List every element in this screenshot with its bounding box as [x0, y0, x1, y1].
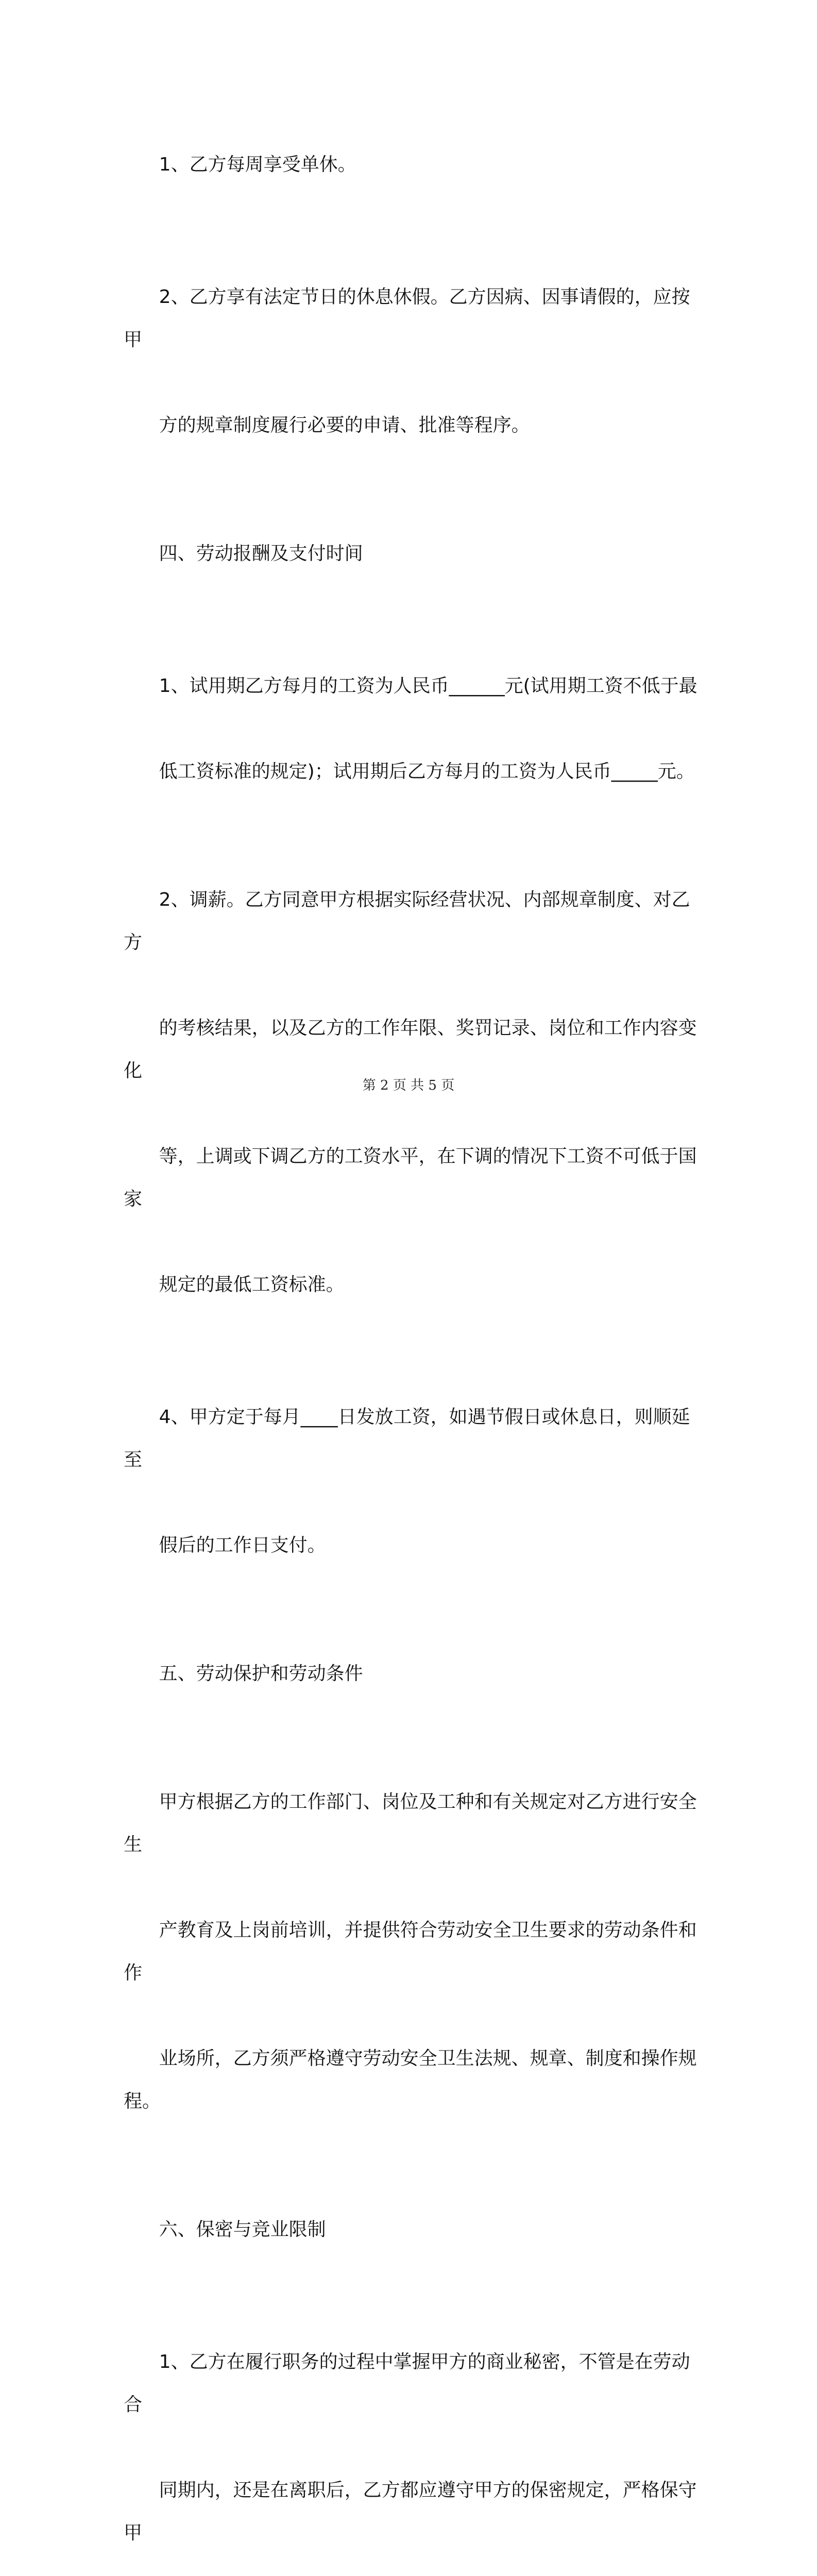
text-line: 1、试用期乙方每月的工资为人民币______元(试用期工资不低于最 — [159, 675, 697, 697]
text-line: 的考核结果，以及乙方的工作年限、奖罚记录、岗位和工作内容变化 — [124, 1018, 697, 1081]
text-line: 甲方根据乙方的工作部门、岗位及工种和有关规定对乙方进行安全生 — [124, 1791, 697, 1855]
section-heading-remuneration — [124, 489, 701, 618]
text-line: 等，上调或下调乙方的工资水平，在下调的情况下工资不可低于国家 — [124, 1146, 697, 1210]
section-heading-labor-protection — [124, 1609, 701, 1738]
page-number-footer: 第 2 页 共 5 页 — [362, 1078, 455, 1093]
text-line: 低工资标准的规定)；试用期后乙方每月的工资为人民币_____元。 — [159, 761, 695, 782]
paragraph-safety-training — [124, 1738, 701, 2165]
paragraph-holiday-leave — [124, 233, 701, 489]
paragraph-rest-weekly — [124, 100, 701, 229]
paragraph-trade-secrets — [124, 2298, 701, 2576]
section-heading-confidentiality — [124, 2165, 701, 2294]
text-line: 规定的最低工资标准。 — [159, 1274, 345, 1295]
paragraph-probation-salary — [124, 622, 701, 836]
text-line: 六、保密与竞业限制 — [159, 2219, 326, 2240]
text-line: 业场所，乙方须严格遵守劳动安全卫生法规、规章、制度和操作规程。 — [124, 2048, 697, 2112]
text-line: 五、劳动保护和劳动条件 — [159, 1663, 363, 1684]
text-line: 产教育及上岗前培训，并提供符合劳动安全卫生要求的劳动条件和作 — [124, 1920, 697, 1984]
text-line: 2、调薪。乙方同意甲方根据实际经营状况、内部规章制度、对乙方 — [124, 889, 690, 953]
text-line: 方的规章制度履行必要的申请、批准等程序。 — [159, 415, 530, 436]
text-line: 4、甲方定于每月____日发放工资，如遇节假日或休息日，则顺延至 — [124, 1406, 690, 1470]
text-line: 1、乙方在履行职务的过程中掌握甲方的商业秘密，不管是在劳动合 — [124, 2351, 690, 2415]
text-line: 2、乙方享有法定节日的休息休假。乙方因病、因事请假的，应按甲 — [124, 286, 690, 350]
paragraph-payday — [124, 1353, 701, 1609]
text-line: 同期内，还是在离职后，乙方都应遵守甲方的保密规定，严格保守甲 — [124, 2480, 697, 2544]
text-line: 假后的工作日支付。 — [159, 1535, 326, 1556]
text-line: 1、乙方每周享受单休。 — [159, 154, 356, 175]
document-body — [124, 100, 701, 2576]
text-line: 四、劳动报酬及支付时间 — [159, 543, 363, 564]
